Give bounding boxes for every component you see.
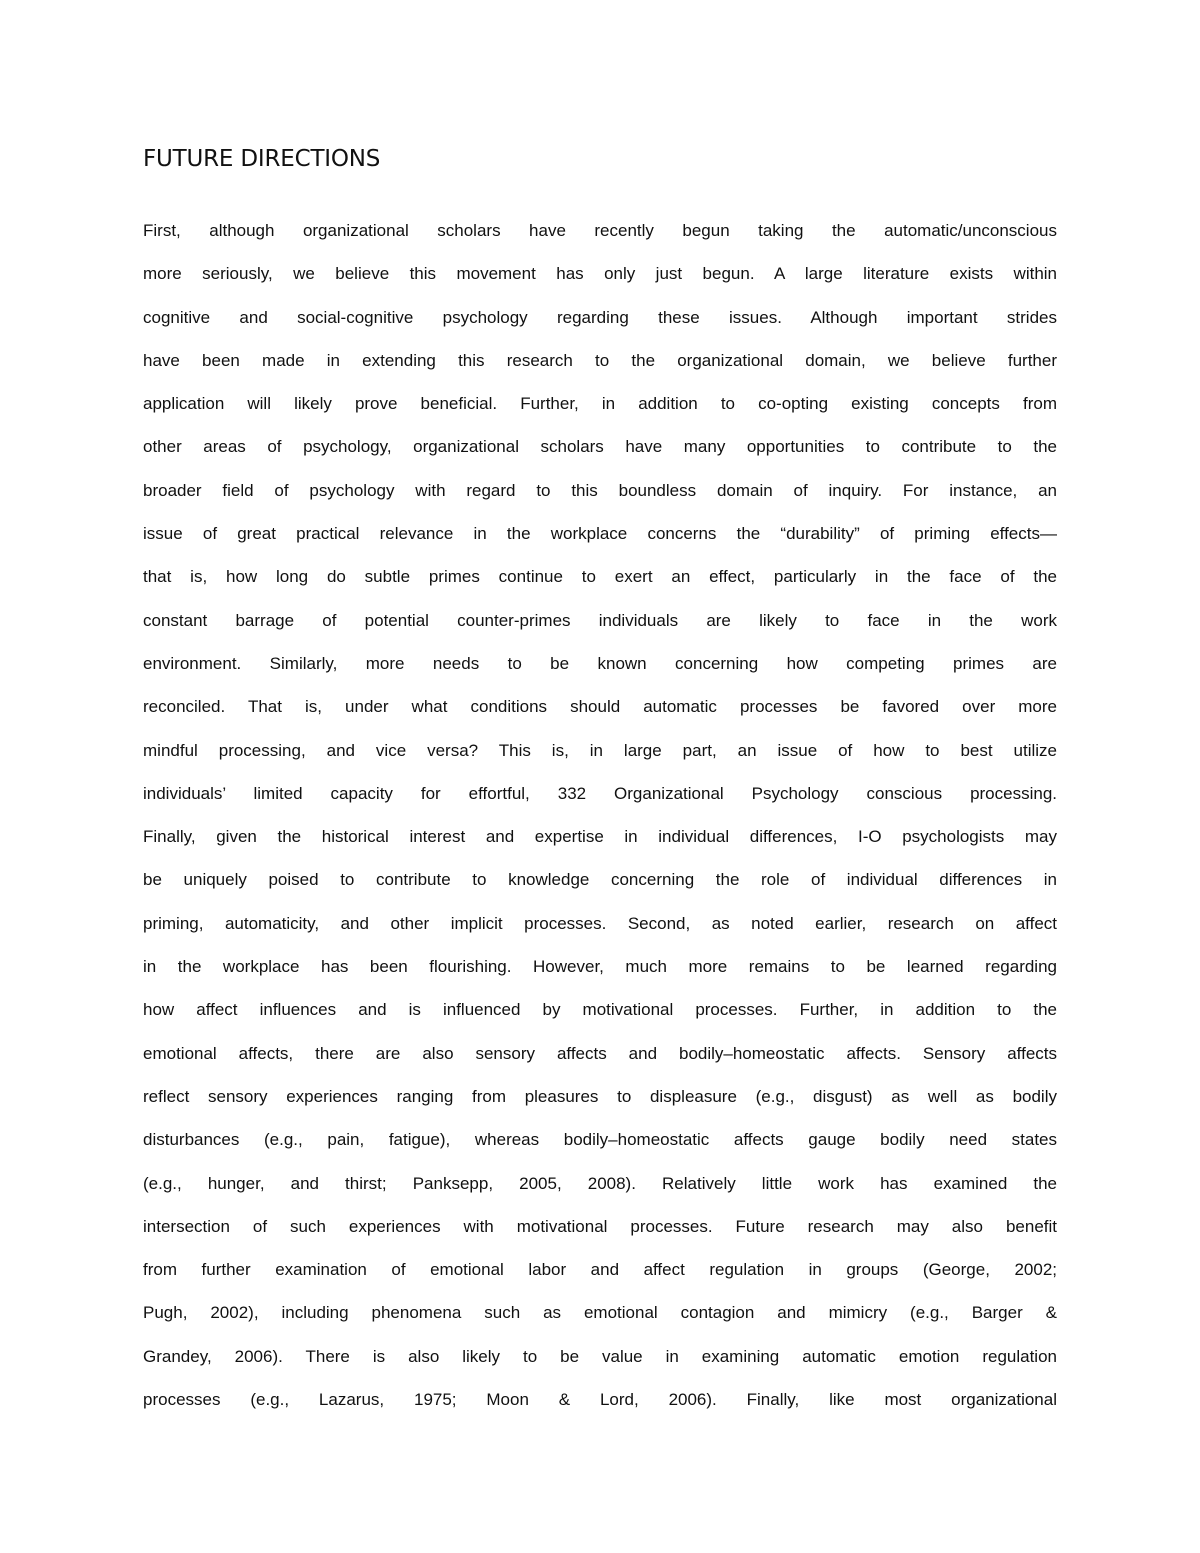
- text-line: broader field of psychology with regard to this boundless domain of inquiry. For instance, an: [143, 480, 1057, 500]
- text-line: have been made in extending this research to the organizational domain, we believe further: [143, 350, 1057, 370]
- text-line: intersection of such experiences with motivational processes. Future research may also benefit: [143, 1216, 1057, 1236]
- text-line: reconciled. That is, under what conditions should automatic processes be favored over more: [143, 697, 1057, 717]
- text-line: in the workplace has been flourishing. However, much more remains to be learned regarding: [143, 957, 1057, 977]
- text-line: cognitive and social-cognitive psychology regarding these issues. Although important strides: [143, 307, 1057, 327]
- text-line: more seriously, we believe this movement has only just begun. A large literature exists within: [143, 264, 1057, 284]
- text-line: Pugh, 2002), including phenomena such as emotional contagion and mimicry (e.g., Barger &: [143, 1303, 1057, 1323]
- text-line: from further examination of emotional labor and affect regulation in groups (George, 2002;: [143, 1260, 1057, 1280]
- text-line: that is, how long do subtle primes continue to exert an effect, particularly in the face of the: [143, 567, 1057, 587]
- text-line: emotional affects, there are also sensory affects and bodily–homeostatic affects. Sensory affects: [143, 1043, 1057, 1063]
- text-line: how affect influences and is influenced by motivational processes. Further, in addition to the: [143, 1000, 1057, 1020]
- text-line: environment. Similarly, more needs to be known concerning how competing primes are: [143, 653, 1057, 673]
- text-line: mindful processing, and vice versa? This is, in large part, an issue of how to best utilize: [143, 740, 1057, 760]
- text-line: disturbances (e.g., pain, fatigue), whereas bodily–homeostatic affects gauge bodily need states: [143, 1130, 1057, 1150]
- text-line: Finally, given the historical interest and expertise in individual differences, I-O psychologists may: [143, 827, 1057, 847]
- text-line: application will likely prove beneficial. Further, in addition to co-opting existing concepts from: [143, 394, 1057, 414]
- text-line: processes (e.g., Lazarus, 1975; Moon & Lord, 2006). Finally, like most organizational: [143, 1390, 1057, 1410]
- text-line: (e.g., hunger, and thirst; Panksepp, 2005, 2008). Relatively little work has examined the: [143, 1173, 1057, 1193]
- text-line: constant barrage of potential counter-primes individuals are likely to face in the work: [143, 610, 1057, 630]
- text-line: priming, automaticity, and other implicit processes. Second, as noted earlier, research on affect: [143, 913, 1057, 933]
- text-line: issue of great practical relevance in the workplace concerns the “durability” of priming effects—: [143, 524, 1057, 544]
- body-paragraph: [143, 209, 1057, 1421]
- text-line: individuals’ limited capacity for effortful, 332 Organizational Psychology conscious processing.: [143, 783, 1057, 803]
- text-line: other areas of psychology, organizational scholars have many opportunities to contribute to the: [143, 437, 1057, 457]
- text-line: reflect sensory experiences ranging from pleasures to displeasure (e.g., disgust) as well as bodily: [143, 1086, 1057, 1106]
- text-line: be uniquely poised to contribute to knowledge concerning the role of individual differences in: [143, 870, 1057, 890]
- section-heading: FUTURE DIRECTIONS: [143, 146, 381, 172]
- text-line: First, although organizational scholars have recently begun taking the automatic/unconscious: [143, 221, 1057, 240]
- text-line: Grandey, 2006). There is also likely to be value in examining automatic emotion regulation: [143, 1346, 1057, 1366]
